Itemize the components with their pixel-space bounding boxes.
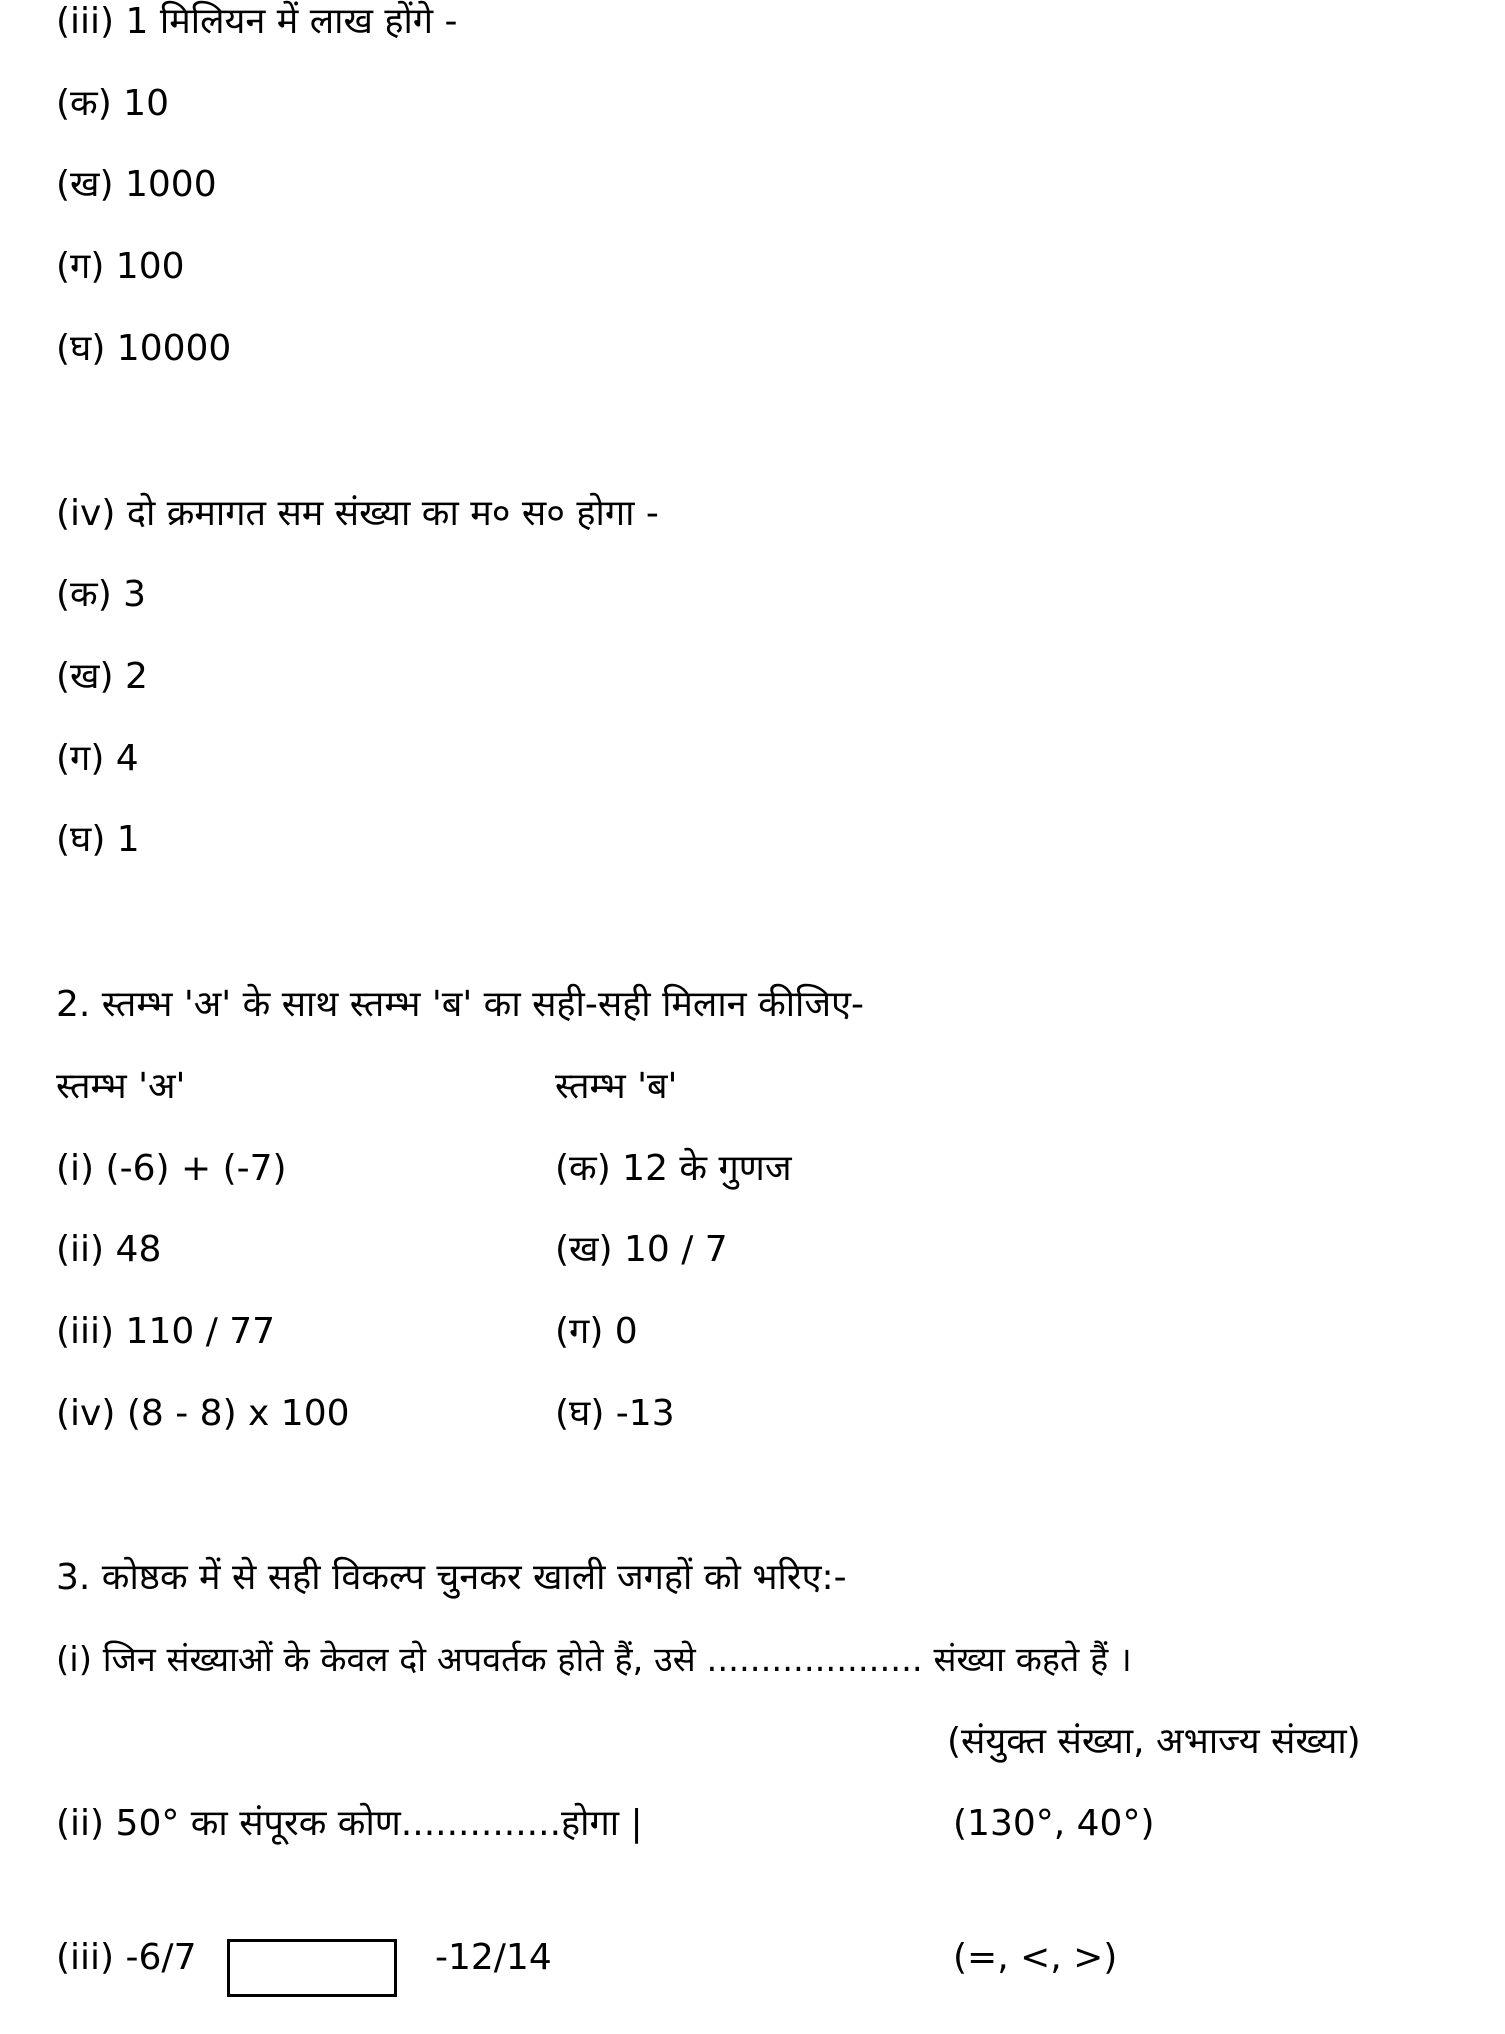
q1-iv-option-ga: (ग) 4 (56, 738, 139, 779)
q2-col-a-item: (i) (-6) + (-7) (56, 1148, 287, 1189)
q1-iii-question: (iii) 1 मिलियन में लाख होंगे - (56, 1, 458, 42)
q2-col-b-item: (घ) -13 (555, 1393, 675, 1434)
q2-col-a-item: (iii) 110 / 77 (56, 1311, 276, 1352)
q1-iv-option-gha: (घ) 1 (56, 819, 140, 860)
q2-col-b-item: (ग) 0 (555, 1311, 638, 1352)
answer-box[interactable] (227, 1939, 397, 1997)
q3-iii-left: (iii) -6/7 (56, 1937, 197, 1978)
q1-iii-option-gha: (घ) 10000 (56, 328, 232, 369)
q2-col-b-item: (ख) 10 / 7 (555, 1229, 728, 1270)
q2-col-a-item: (ii) 48 (56, 1229, 162, 1270)
q3-ii-text: (ii) 50° का संपूरक कोण..............होगा | (56, 1803, 643, 1844)
q1-iii-option-kha: (ख) 1000 (56, 164, 217, 205)
q3-heading: 3. कोष्ठक में से सही विकल्प चुनकर खाली जगहों को भरिए:- (56, 1557, 847, 1598)
q2-heading: 2. स्तम्भ 'अ' के साथ स्तम्भ 'ब' का सही-सही मिलान कीजिए- (56, 984, 864, 1025)
q1-iii-option-ka: (क) 10 (56, 83, 169, 124)
q2-col-b-item: (क) 12 के गुणज (555, 1148, 792, 1189)
q2-col-a-item: (iv) (8 - 8) x 100 (56, 1393, 350, 1434)
q3-i-choices: (संयुक्त संख्या, अभाज्य संख्या) (947, 1721, 1361, 1762)
q2-col-a-header: स्तम्भ 'अ' (56, 1066, 186, 1107)
q3-ii-choices: (130°, 40°) (953, 1803, 1155, 1844)
q3-i-text: (i) जिन संख्याओं के केवल दो अपवर्तक होते हैं, उसे .................... संख्या कहते हैं । (56, 1640, 1132, 1680)
q3-iii-choices: (=, <, >) (953, 1937, 1118, 1978)
q3-iii-right: -12/14 (435, 1937, 552, 1978)
q1-iv-question: (iv) दो क्रमागत सम संख्या का म० स० होगा - (56, 493, 659, 534)
q1-iii-option-ga: (ग) 100 (56, 246, 185, 287)
q1-iv-option-kha: (ख) 2 (56, 656, 148, 697)
q1-iv-option-ka: (क) 3 (56, 574, 147, 615)
q2-col-b-header: स्तम्भ 'ब' (555, 1066, 678, 1107)
